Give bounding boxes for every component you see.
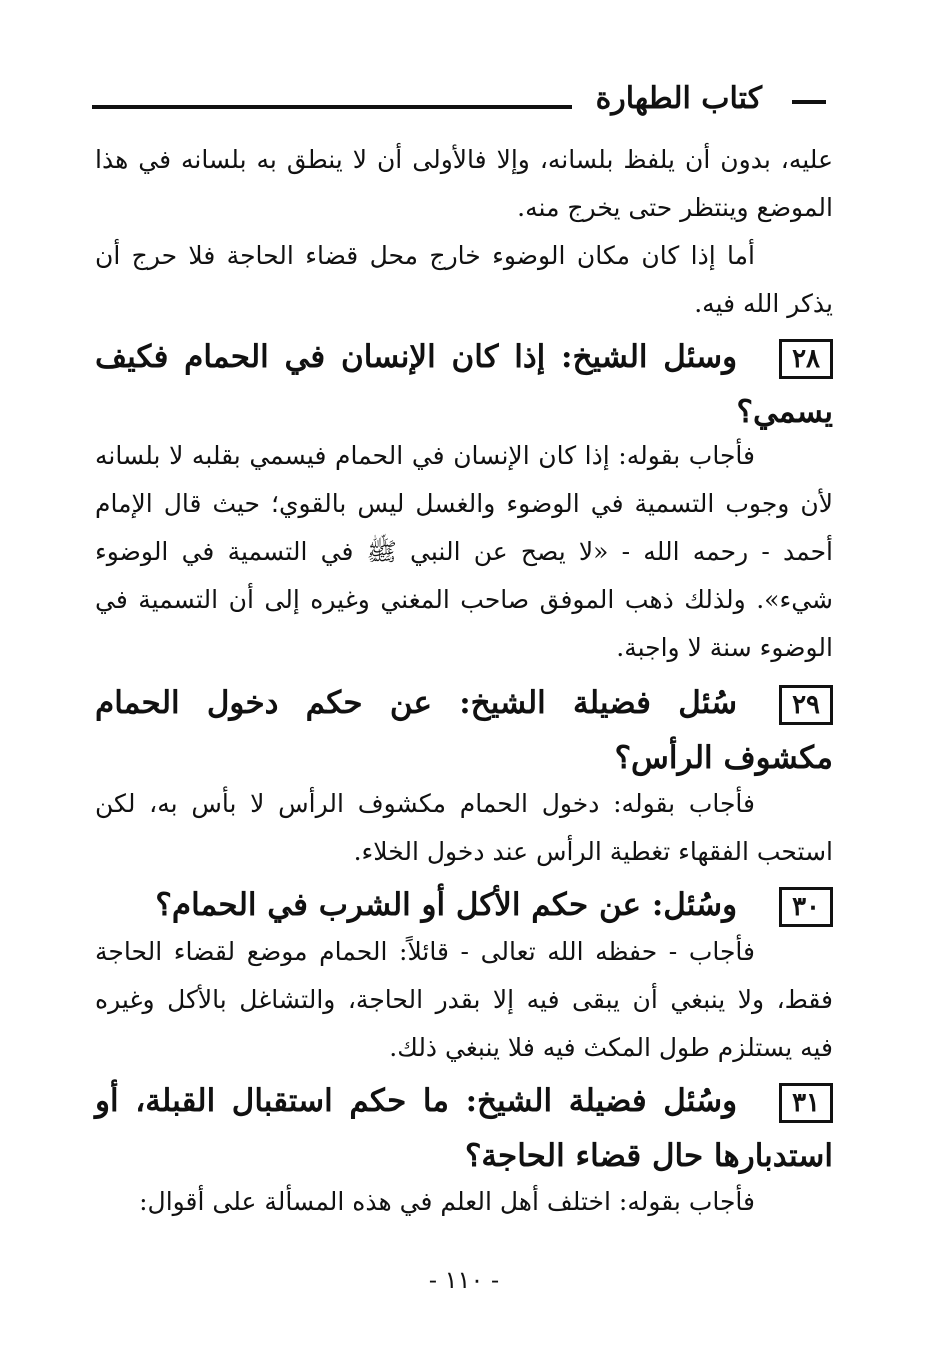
text-line: أما إذا كان مكان الوضوء خارج محل قضاء الحاجة فلا حرج أن — [95, 241, 755, 270]
answer-29 — [95, 780, 833, 876]
text-line: الوضوء سنة لا واجبة. — [616, 633, 833, 662]
question-30 — [95, 878, 833, 933]
text-line: فأجاب بقوله: دخول الحمام مكشوف الرأس لا بأس به، لكن — [95, 789, 755, 818]
question-text: وسئل الشيخ: إذا كان الإنسان في الحمام فكيف — [95, 339, 738, 375]
question-text: يسمي؟ — [736, 394, 833, 430]
text-line: عليه، بدون أن يلفظ بلسانه، وإلا فالأولى أن لا ينطق به بلسانه في هذا — [95, 145, 833, 174]
question-31 — [95, 1074, 833, 1184]
question-number: ٣١ — [779, 1083, 833, 1123]
text-line: شيء». ولذلك ذهب الموفق صاحب المغني وغيره إلى أن التسمية في — [95, 585, 833, 614]
text-line: فيه يستلزم طول المكث فيه فلا ينبغي ذلك. — [389, 1033, 833, 1062]
question-number: ٣٠ — [779, 887, 833, 927]
text-line: استحب الفقهاء تغطية الرأس عند دخول الخلاء. — [353, 837, 833, 866]
text-line: يذكر الله فيه. — [694, 289, 833, 318]
question-text: وسُئل: عن حكم الأكل أو الشرب في الحمام؟ — [155, 887, 738, 923]
page-number: - ١١٠ - — [428, 1266, 500, 1294]
text-line: أحمد - رحمه الله - «لا يصح عن النبي ﷺ في التسمية في الوضوء — [95, 537, 833, 566]
question-text: استدبارها حال قضاء الحاجة؟ — [464, 1138, 833, 1174]
question-29 — [95, 676, 833, 786]
header-title: كتاب الطهارة — [595, 81, 762, 116]
question-number: ٢٩ — [779, 685, 833, 725]
question-text: مكشوف الرأس؟ — [614, 740, 833, 776]
text-line: لأن وجوب التسمية في الوضوء والغسل ليس بالقوي؛ حيث قال الإمام — [95, 489, 833, 518]
paragraph-1 — [95, 136, 833, 232]
answer-30 — [95, 928, 833, 1072]
header-dash — [792, 100, 826, 104]
question-number: ٢٨ — [779, 339, 833, 379]
text-line: فأجاب بقوله: اختلف أهل العلم في هذه المسألة على أقوال: — [139, 1187, 755, 1216]
header-rule — [92, 105, 572, 109]
question-28 — [95, 330, 833, 440]
running-header — [92, 76, 832, 126]
paragraph-2 — [95, 232, 833, 328]
text-line: الموضع وينتظر حتى يخرج منه. — [517, 193, 833, 222]
question-text: وسُئل فضيلة الشيخ: ما حكم استقبال القبلة، أو — [95, 1083, 738, 1119]
question-text: سُئل فضيلة الشيخ: عن حكم دخول الحمام — [95, 685, 738, 721]
answer-31 — [95, 1178, 833, 1226]
text-line: فأجاب - حفظه الله تعالى - قائلاً: الحمام موضع لقضاء الحاجة — [95, 937, 755, 966]
text-line: فأجاب بقوله: إذا كان الإنسان في الحمام فيسمي بقلبه لا بلسانه — [95, 441, 755, 470]
answer-28 — [95, 432, 833, 672]
text-line: فقط، ولا ينبغي أن يبقى فيه إلا بقدر الحاجة، والتشاغل بالأكل وغيره — [95, 985, 833, 1014]
